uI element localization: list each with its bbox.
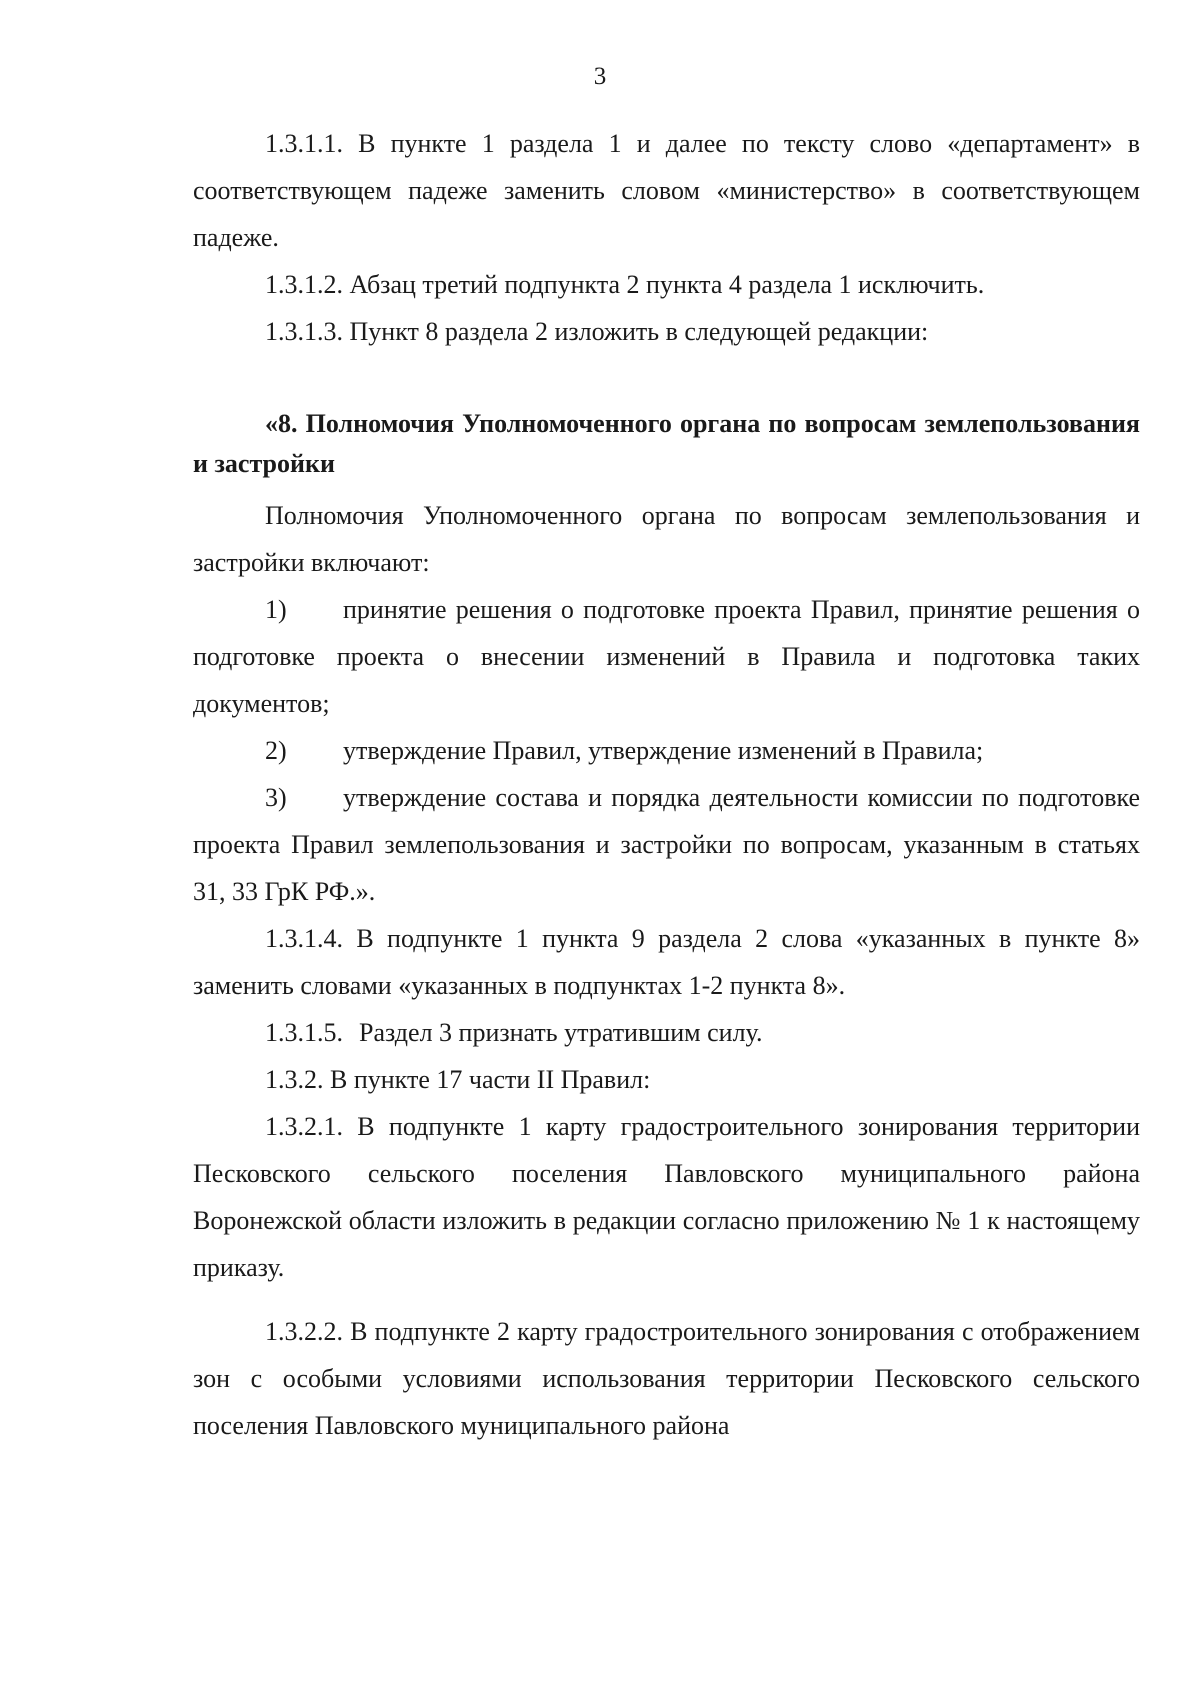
page-number: 3 <box>593 63 607 90</box>
paragraph-1-3-1-2: 1.3.1.2. Абзац третий подпункта 2 пункта 4 раздела 1 исключить. <box>265 270 985 299</box>
list-item-1 <box>193 586 1140 727</box>
paragraph-1-3-1-3: 1.3.1.3. Пункт 8 раздела 2 изложить в следующей редакции: <box>265 317 929 346</box>
paragraph-number: 1.3.1.5. <box>265 1018 343 1047</box>
list-item-2 <box>193 727 1140 774</box>
list-item-number: 3) <box>265 783 287 812</box>
section-heading: «8. Полномочия Уполномоченного органа по вопросам землепользования и застройки <box>193 409 1140 478</box>
list-item-text: утверждение состава и порядка деятельности комиссии по подготовке проекта Правил землепользования и застройки по вопросам, указанным в статьях 31, 33 ГрК РФ.». <box>193 783 1140 906</box>
list-item-text: утверждение Правил, утверждение изменений в Правила; <box>343 736 984 765</box>
list-item-number: 2) <box>265 736 287 765</box>
list-item-text: принятие решения о подготовке проекта Правил, принятие решения о подготовке проекта о внесении изменений в Правила и подготовка таких документов; <box>193 595 1140 718</box>
paragraph-1-3-2-1: 1.3.2.1. В подпункте 1 карту градостроительного зонирования территории Песковского сельского поселения Павловского муниципального района Воронежской области изложить в редакции согласно приложению № 1 к настоящему приказу. <box>193 1112 1140 1282</box>
paragraph-1-3-1-1: 1.3.1.1. В пункте 1 раздела 1 и далее по тексту слово «департамент» в соответствующем падеже заменить словом «министерство» в соответствующем падеже. <box>193 129 1140 252</box>
powers-intro: Полномочия Уполномоченного органа по вопросам землепользования и застройки включают: <box>193 501 1140 577</box>
list-item-number: 1) <box>265 595 287 624</box>
paragraph-1-3-2: 1.3.2. В пункте 17 части II Правил: <box>265 1065 651 1094</box>
document-body <box>193 120 1140 1449</box>
paragraph-1-3-2-2: 1.3.2.2. В подпункте 2 карту градостроительного зонирования с отображением зон с особыми условиями использования территории Песковского сельского поселения Павловского муниципального района <box>193 1317 1140 1440</box>
paragraph-1-3-1-5 <box>193 1009 1140 1056</box>
paragraph-text: Раздел 3 признать утратившим силу. <box>359 1018 763 1047</box>
list-item-3 <box>193 774 1140 915</box>
paragraph-1-3-1-4: 1.3.1.4. В подпункте 1 пункта 9 раздела 2 слова «указанных в пункте 8» заменить словами «указанных в подпунктах 1-2 пункта 8». <box>193 924 1140 1000</box>
